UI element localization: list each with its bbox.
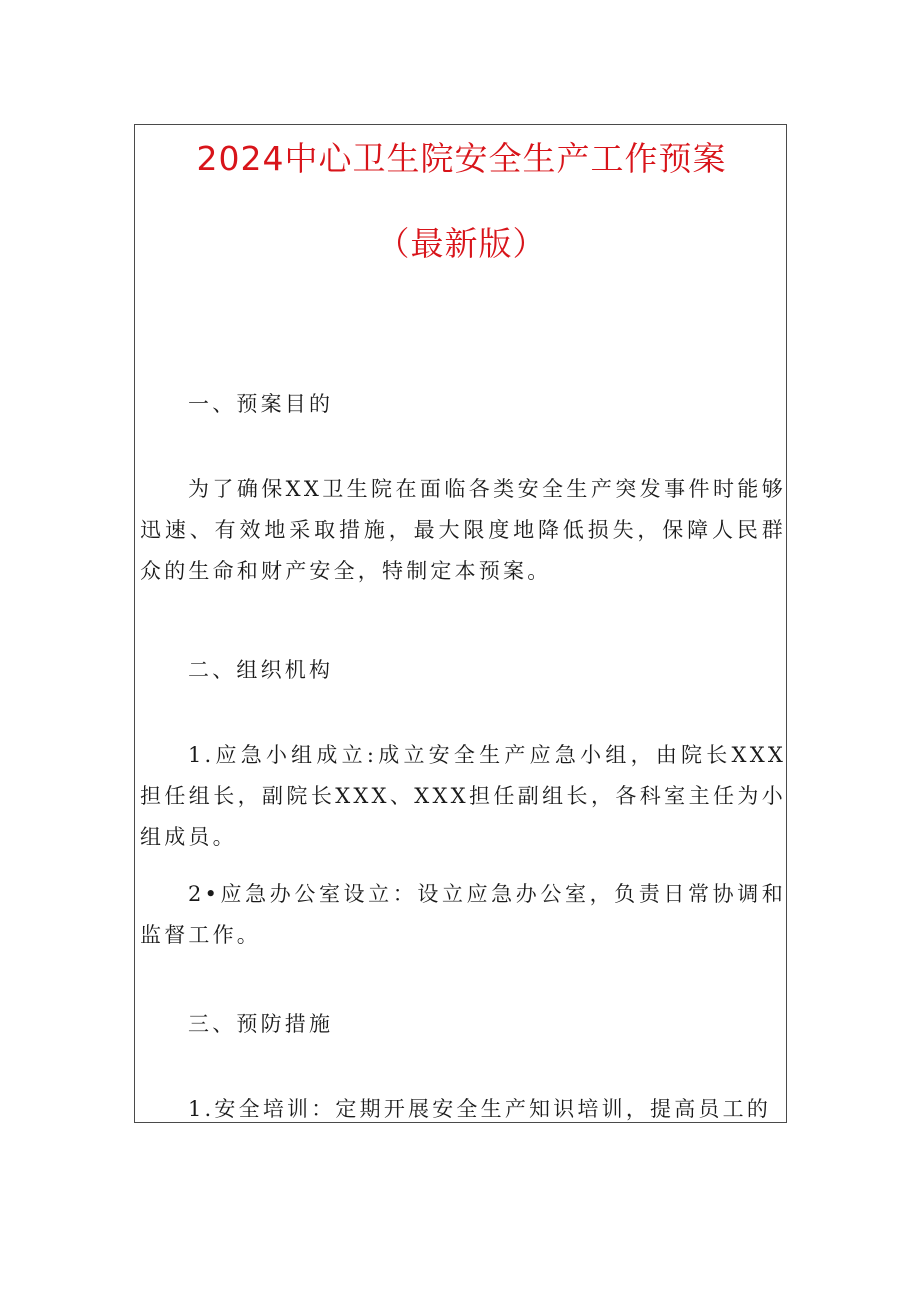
section-paragraph-emergency-team: 1.应急小组成立:成立安全生产应急小组，由院长XXX担任组长，副院长XXX、XXX担任副组长，各科室主任为小组成员。 (140, 743, 786, 849)
document-title: 2024中心卫生院安全生产工作预案 (196, 139, 727, 178)
section-heading-prevention: 三、预防措施 (188, 1012, 334, 1036)
document-subtitle: （最新版） (376, 224, 547, 263)
section-paragraph-safety-training: 1.安全培训：定期开展安全生产知识培训，提高员工的 (188, 1097, 772, 1121)
section-heading-purpose: 一、预案目的 (188, 392, 334, 416)
section-heading-organization: 二、组织机构 (188, 658, 334, 682)
section-paragraph-purpose: 为了确保XX卫生院在面临各类安全生产突发事件时能够迅速、有效地采取措施，最大限度地降低损失，保障人民群众的生命和财产安全，特制定本预案。 (140, 477, 786, 583)
section-paragraph-emergency-office: 2•应急办公室设立：设立应急办公室，负责日常协调和监督工作。 (140, 882, 786, 947)
document-page (134, 124, 787, 1123)
